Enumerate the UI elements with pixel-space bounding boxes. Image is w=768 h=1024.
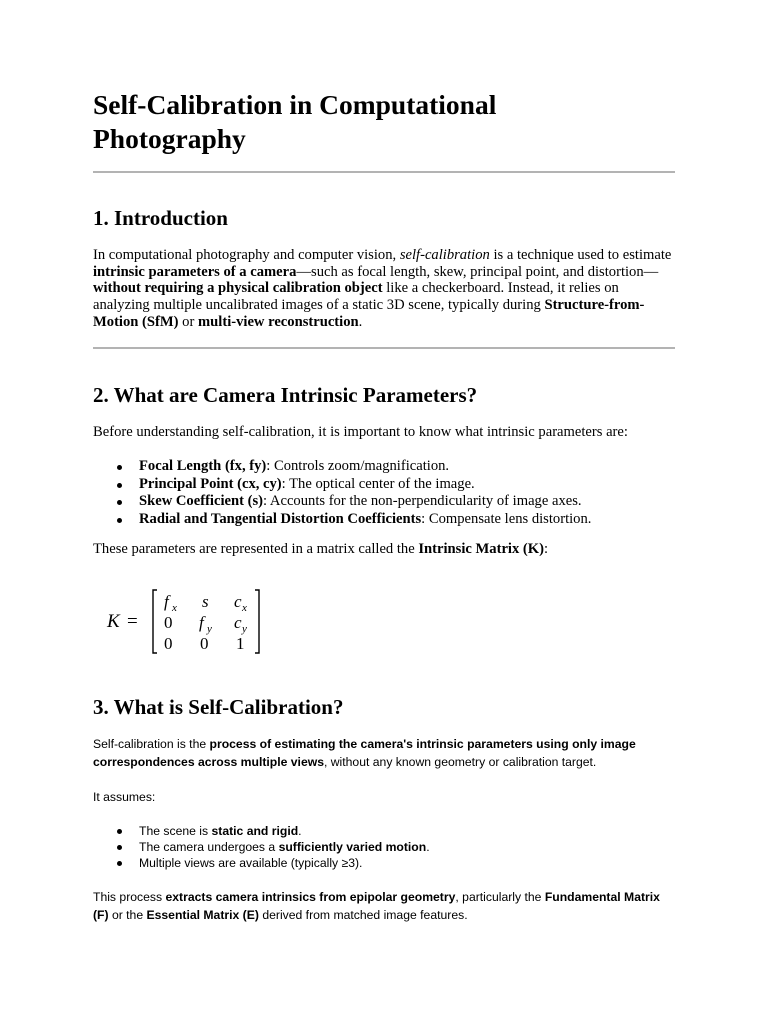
svg-text:y: y — [207, 623, 212, 635]
svg-text:f: f — [164, 592, 169, 611]
svg-text:c: c — [234, 613, 242, 632]
matrix-equals: = — [127, 611, 138, 632]
divider — [93, 171, 675, 173]
svg-text:y: y — [242, 623, 247, 635]
assumptions-list — [93, 823, 675, 871]
section-heading-introduction: 1. Introduction — [93, 206, 228, 230]
assumes-label: It assumes: — [93, 790, 156, 804]
svg-text:s: s — [202, 592, 209, 611]
intrinsic-parameters-list — [93, 458, 675, 528]
list-item: Focal Length (fx, fy): Controls zoom/magnification. — [93, 458, 675, 476]
svg-text:0: 0 — [164, 613, 173, 632]
svg-text:0: 0 — [200, 634, 209, 653]
svg-text:1: 1 — [236, 634, 245, 653]
epipolar-paragraph: This process extracts camera intrinsics from epipolar geometry, particularly the Fundamental Matrix (F) or the Essential Matrix (E) derived from matched image features. — [93, 890, 660, 922]
svg-text:x: x — [172, 602, 177, 614]
divider — [93, 347, 675, 349]
list-item: Radial and Tangential Distortion Coefficients: Compensate lens distortion. — [93, 511, 675, 529]
section-heading-self-calibration: 3. What is Self-Calibration? — [93, 695, 344, 719]
matrix-intro-paragraph: These parameters are represented in a matrix called the Intrinsic Matrix (K): — [93, 541, 549, 557]
list-item: The scene is static and rigid. — [93, 823, 675, 839]
intrinsic-intro-paragraph: Before understanding self-calibration, it is important to know what intrinsic parameters are: — [93, 424, 628, 440]
intrinsic-matrix-equation — [105, 585, 265, 657]
section-heading-intrinsic-parameters: 2. What are Camera Intrinsic Parameters? — [93, 383, 478, 407]
intro-paragraph: In computational photography and computer vision, self-calibration is a technique used to estimate intrinsic parameters of a camera—such as focal length, skew, principal point, and distortion—without requiring a physical calibration object like a checkerboard. Instead, it relies on analyzing multiple uncalibrated images of a static 3D scene, typically during Structure-from-Motion (SfM) or multi-view reconstruction. — [93, 247, 672, 330]
page-title: Self-Calibration in Computational Photography — [93, 89, 497, 154]
svg-text:f: f — [199, 613, 204, 632]
list-item: Multiple views are available (typically ≥3). — [93, 855, 675, 871]
svg-text:0: 0 — [164, 634, 173, 653]
list-item: The camera undergoes a sufficiently varied motion. — [93, 839, 675, 855]
matrix-lhs: K — [107, 611, 120, 632]
list-item: Principal Point (cx, cy): The optical center of the image. — [93, 476, 675, 494]
self-calibration-paragraph: Self-calibration is the process of estimating the camera's intrinsic parameters using only image correspondences across multiple views, without any known geometry or calibration target. — [93, 737, 636, 769]
svg-text:c: c — [234, 592, 242, 611]
svg-text:x: x — [242, 602, 247, 614]
list-item: Skew Coefficient (s): Accounts for the non-perpendicularity of image axes. — [93, 493, 675, 511]
